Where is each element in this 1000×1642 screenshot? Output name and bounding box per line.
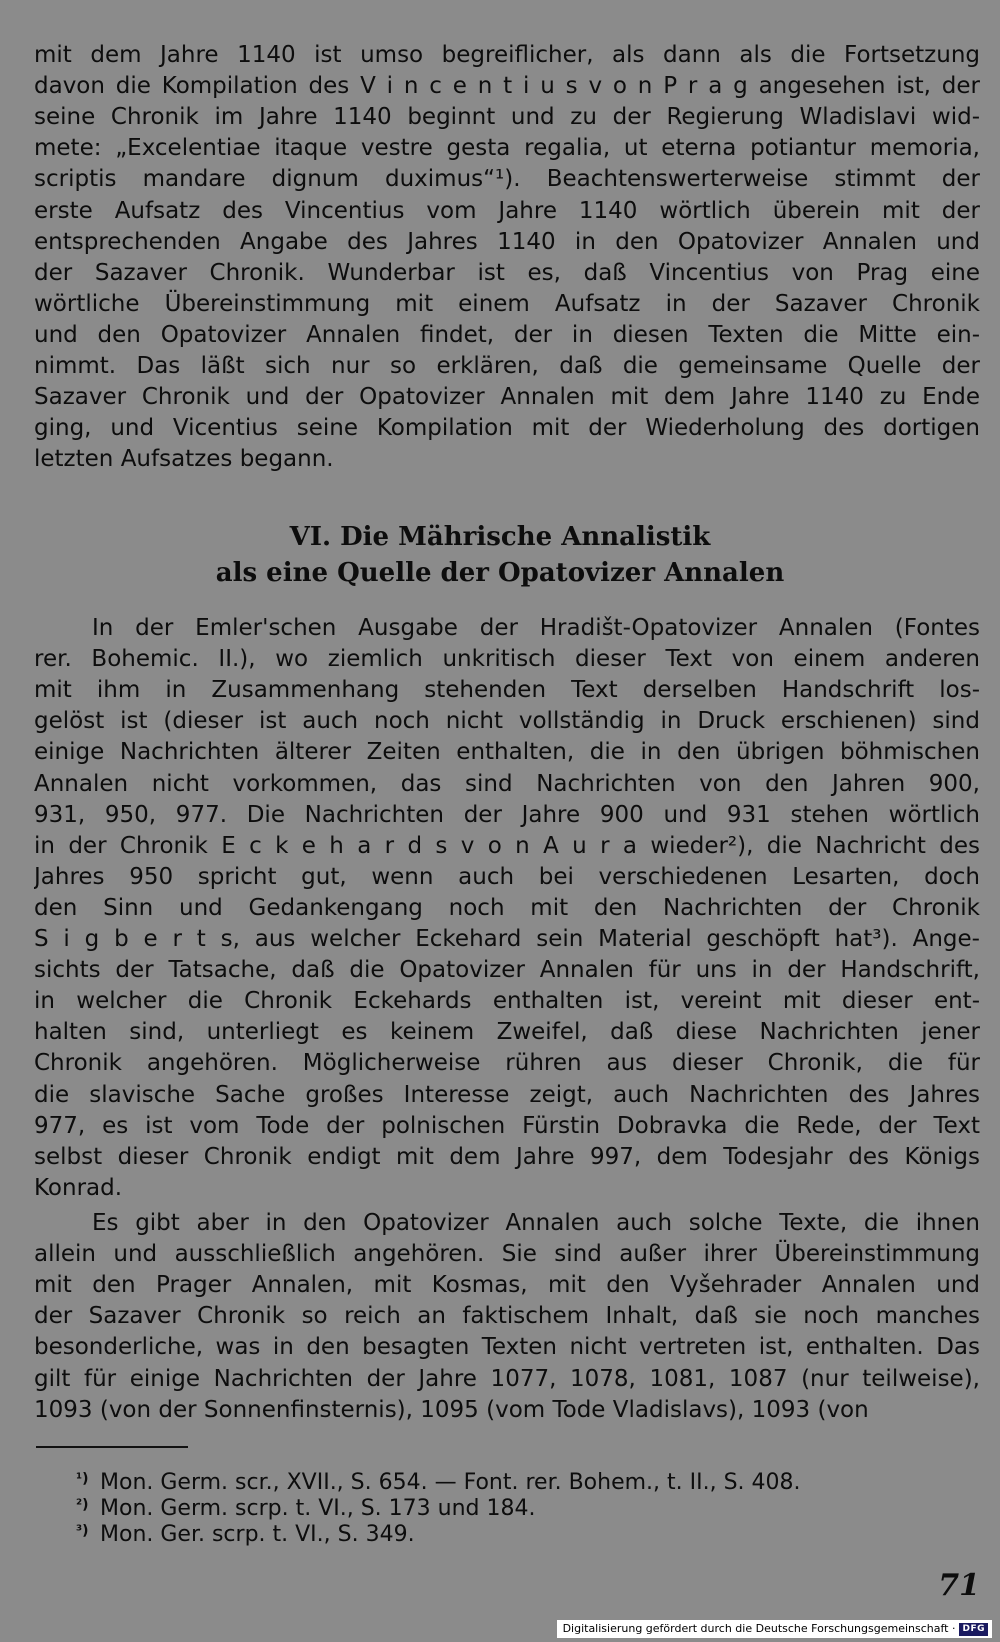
text-line: Jahres 950 spricht gut, wenn auch bei verschiedenen Lesarten, doch <box>34 863 980 890</box>
text-line: Es gibt aber in den Opatovizer Annalen auch solche Texte, die ihnen <box>92 1210 980 1236</box>
text-line: mete: „Excelentiae itaque vestre gesta regalia, ut eterna potiantur memoria, <box>34 135 980 162</box>
footnote-text: Mon. Germ. scrp. t. VI., S. 173 und 184. <box>100 1496 536 1521</box>
footnote-mark: ²) <box>76 1497 89 1513</box>
text-line: einige Nachrichten älterer Zeiten enthalten, die in den übrigen böhmischen <box>34 739 980 766</box>
text-line: selbst dieser Chronik endigt mit dem Jahre 997, dem Todesjahr des Königs <box>34 1143 980 1170</box>
text-line: 1093 (von der Sonnenfinsternis), 1095 (vom Tode Vladislavs), 1093 (von <box>34 1396 869 1423</box>
text-line: die slavische Sache großes Interesse zeigt, auch Nachrichten des Jahres <box>34 1081 980 1108</box>
text-line: Annalen nicht vorkommen, das sind Nachrichten von den Jahren 900, <box>34 770 980 797</box>
text-line: davon die Kompilation des V i n c e n t i u s v o n P r a g angesehen ist, der <box>34 73 980 100</box>
footnote <box>76 1522 980 1548</box>
text-line: halten sind, unterliegt es keinem Zweifel, daß diese Nachrichten jener <box>34 1019 980 1046</box>
text-line: In der Emler'schen Ausgabe der Hradišt-Opatovizer Annalen (Fontes <box>92 615 980 641</box>
text-line: sichts der Tatsache, daß die Opatovizer Annalen für uns in der Handschrift, <box>34 957 980 984</box>
text-line: gilt für einige Nachrichten der Jahre 1077, 1078, 1081, 1087 (nur teilweise), <box>34 1365 980 1392</box>
section-heading-line-1: VI. Die Mährische Annalistik <box>289 522 711 552</box>
text-line: ging, und Vicentius seine Kompilation mit der Wiederholung des dortigen <box>34 415 980 442</box>
text-line: und den Opatovizer Annalen findet, der in diesen Texten die Mitte ein- <box>34 321 980 348</box>
text-line: erste Aufsatz des Vincentius vom Jahre 1140 wörtlich überein mit der <box>34 197 980 224</box>
section-heading-line-2: als eine Quelle der Opatovizer Annalen <box>215 558 785 588</box>
text-line: mit ihm in Zusammenhang stehenden Text derselben Handschrift los- <box>34 677 980 704</box>
text-line: Chronik angehören. Möglicherweise rühren aus dieser Chronik, die für <box>34 1050 980 1077</box>
text-line: besonderliche, was in den besagten Texten nicht vertreten ist, enthalten. Das <box>34 1334 980 1361</box>
text-line: wörtliche Übereinstimmung mit einem Aufsatz in der Sazaver Chronik <box>34 290 980 317</box>
text-line: 977, es ist vom Tode der polnischen Fürstin Dobravka die Rede, der Text <box>34 1112 980 1139</box>
text-line: 931, 950, 977. Die Nachrichten der Jahre 900 und 931 stehen wörtlich <box>34 801 980 828</box>
text-line: letzten Aufsatzes begann. <box>34 446 334 473</box>
footnote-mark: ¹) <box>76 1471 89 1487</box>
text-line: den Sinn und Gedankengang noch mit den Nachrichten der Chronik <box>34 894 980 921</box>
footnote <box>76 1496 980 1522</box>
text-line: Konrad. <box>34 1174 123 1201</box>
text-line: der Sazaver Chronik so reich an faktischem Inhalt, daß sie noch manches <box>34 1303 980 1330</box>
text-line: rer. Bohemic. II.), wo ziemlich unkritisch dieser Text von einem anderen <box>34 646 980 673</box>
text-line: allein und ausschließlich angehören. Sie sind außer ihrer Übereinstimmung <box>34 1241 980 1268</box>
text-line: der Sazaver Chronik. Wunderbar ist es, daß Vincentius von Prag eine <box>34 259 980 286</box>
footer-text: Digitalisierung gefördert durch die Deutsche Forschungsgemeinschaft · <box>562 1622 956 1635</box>
text-line: in der Chronik E c k e h a r d s v o n A u r a wieder²), die Nachricht des <box>34 832 980 859</box>
digitization-footer <box>557 1620 992 1638</box>
text-line: gelöst ist (dieser ist auch noch nicht vollständig in Druck erschienen) sind <box>34 708 980 735</box>
footnote-mark: ³) <box>76 1523 89 1539</box>
text-line: seine Chronik im Jahre 1140 beginnt und zu der Regierung Wladislavi wid- <box>34 104 980 131</box>
text-line: mit den Prager Annalen, mit Kosmas, mit den Vyšehrader Annalen und <box>34 1272 980 1299</box>
footnote-text: Mon. Germ. scr., XVII., S. 654. — Font. rer. Bohem., t. II., S. 408. <box>100 1470 801 1495</box>
dfg-logo-icon: DFG <box>959 1623 988 1636</box>
text-line: entsprechenden Angabe des Jahres 1140 in den Opatovizer Annalen und <box>34 228 980 255</box>
footnote-text: Mon. Ger. scrp. t. VI., S. 349. <box>100 1522 415 1547</box>
footnote <box>76 1470 980 1496</box>
text-line: mit dem Jahre 1140 ist umso begreiflicher, als dann als die Fortsetzung <box>34 42 980 68</box>
text-line: nimmt. Das läßt sich nur so erklären, daß die gemeinsame Quelle der <box>34 353 980 379</box>
text-line: S i g b e r t s, aus welcher Eckehard sein Material geschöpft hat³). Ange- <box>34 926 980 952</box>
footnote-rule <box>36 1446 188 1448</box>
text-line: Sazaver Chronik und der Opatovizer Annalen mit dem Jahre 1140 zu Ende <box>34 384 980 411</box>
page-number: 71 <box>938 1568 980 1603</box>
text-line: in welcher die Chronik Eckehards enthalten ist, vereint mit dieser ent- <box>34 988 980 1015</box>
text-line: scriptis mandare dignum duximus“¹). Beachtenswerterweise stimmt der <box>34 166 980 193</box>
